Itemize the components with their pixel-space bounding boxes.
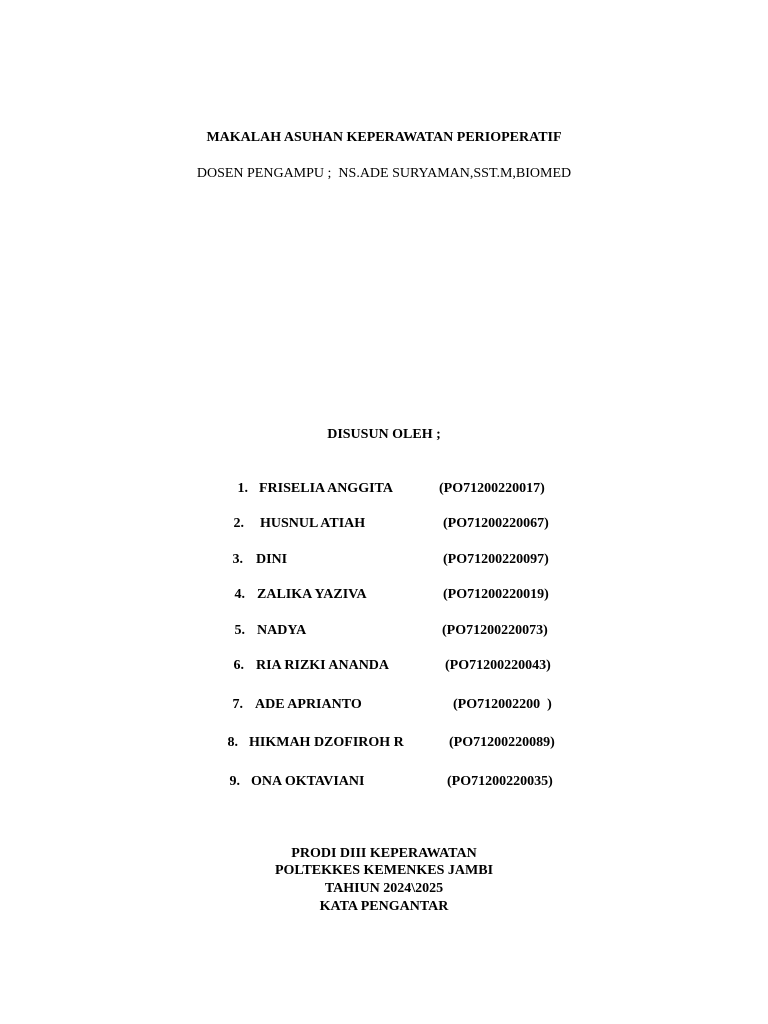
member-nim: (PO71200220043) bbox=[445, 658, 551, 673]
member-number: 8. bbox=[227, 735, 238, 750]
member-number: 3. bbox=[232, 552, 243, 567]
member-name: HUSNUL ATIAH bbox=[260, 516, 366, 531]
member-number: 7. bbox=[232, 697, 243, 712]
member-nim: (PO71200220097) bbox=[443, 552, 549, 567]
member-number: 4. bbox=[234, 587, 245, 602]
member-name: ZALIKA YAZIVA bbox=[257, 587, 367, 602]
member-nim: (PO71200220035) bbox=[447, 774, 553, 789]
member-name: ADE APRIANTO bbox=[255, 697, 362, 712]
member-number: 5. bbox=[234, 623, 245, 638]
member-number: 1. bbox=[237, 481, 248, 496]
document-title: MAKALAH ASUHAN KEPERAWATAN PERIOPERATIF bbox=[206, 130, 562, 145]
member-nim: (PO71200220089) bbox=[449, 735, 555, 750]
member-nim: (PO71200220019) bbox=[443, 587, 549, 602]
member-name: HIKMAH DZOFIROH R bbox=[249, 735, 404, 750]
member-name: DINI bbox=[256, 552, 288, 567]
member-name: NADYA bbox=[257, 623, 307, 638]
member-number: 6. bbox=[233, 658, 244, 673]
lecturer-line: DOSEN PENGAMPU ; NS.ADE SURYAMAN,SST.M,BIOMED bbox=[196, 166, 572, 181]
member-number: 2. bbox=[233, 516, 244, 531]
year-line: TAHIUN 2024\2025 bbox=[324, 881, 444, 896]
member-name: ONA OKTAVIANI bbox=[251, 774, 365, 789]
compiled-by-heading: DISUSUN OLEH ; bbox=[327, 427, 441, 442]
member-nim: (PO71200220073) bbox=[442, 623, 548, 638]
institution-line: POLTEKKES KEMENKES JAMBI bbox=[274, 863, 494, 878]
member-nim: (PO712002200 ) bbox=[453, 697, 552, 712]
next-section-heading: KATA PENGANTAR bbox=[319, 899, 449, 914]
member-nim: (PO71200220067) bbox=[443, 516, 549, 531]
member-name: FRISELIA ANGGITA bbox=[259, 481, 393, 496]
prodi-line: PRODI DIII KEPERAWATAN bbox=[291, 846, 477, 861]
member-number: 9. bbox=[229, 774, 240, 789]
member-nim: (PO71200220017) bbox=[439, 481, 545, 496]
member-name: RIA RIZKI ANANDA bbox=[256, 658, 390, 673]
